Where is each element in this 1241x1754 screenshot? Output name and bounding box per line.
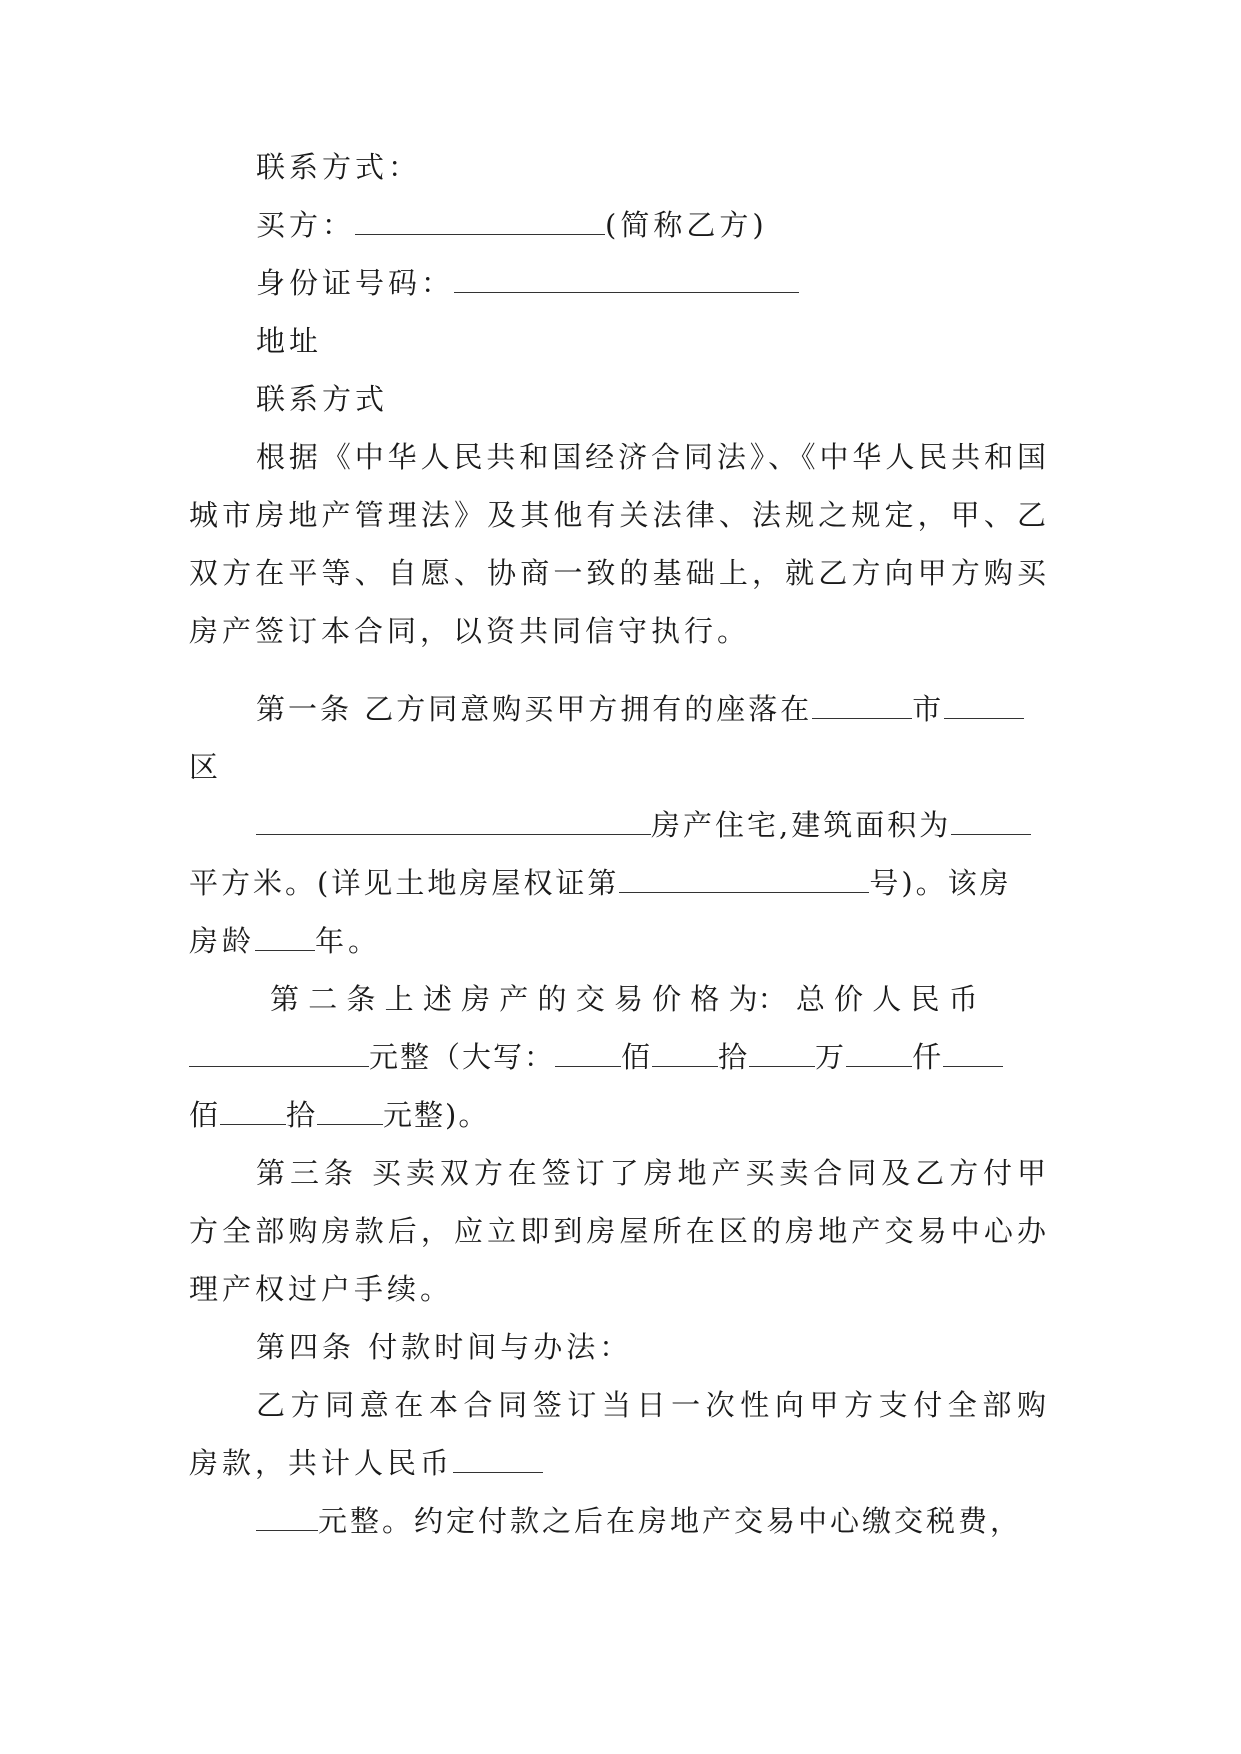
total-price-blank xyxy=(189,1065,369,1067)
buyer-contact-label: 联系方式 xyxy=(256,382,389,416)
buyer-label: 买方： xyxy=(256,208,356,242)
id-line xyxy=(256,263,799,303)
preamble-line-1: 根据《中华人民共和国经济合同法》、《中华人民共和国 xyxy=(256,440,1046,474)
article3-line2: 方全部购房款后，应立即到房屋所在区的房地产交易中心办 xyxy=(189,1214,1046,1248)
article2-line3: 佰 拾 元整)。 xyxy=(189,1098,490,1132)
city-blank xyxy=(812,717,912,719)
buyer-note: (简称乙方) xyxy=(605,208,768,242)
preamble-line-3: 双方在平等、自愿、协商一致的基础上，就乙方向甲方购买 xyxy=(189,556,1046,590)
buyer-line xyxy=(256,205,768,245)
preamble-line-2: 城市房地产管理法》及其他有关法律、法规之规定，甲、乙 xyxy=(189,498,1046,532)
article3-line1: 第三条 买卖双方在签订了房地产买卖合同及乙方付甲 xyxy=(256,1156,1046,1190)
article4-line2: 房款，共计人民币 xyxy=(189,1443,543,1483)
article2-line1: 第 二 条 上 述 房 产 的 交 易 价 格 为： 总 价 人 民 币 xyxy=(270,982,978,1016)
certificate-number-blank xyxy=(619,891,869,893)
article4-line1: 乙方同意在本合同签订当日一次性向甲方支付全部购 xyxy=(256,1388,1046,1422)
price-blank-ten-million xyxy=(652,1065,718,1067)
property-address-blank xyxy=(256,833,651,835)
house-age-blank xyxy=(255,949,315,951)
payment-amount-blank-2 xyxy=(256,1529,318,1531)
article2-line2: 元整（大写： 佰 拾 万 仟 xyxy=(189,1037,1003,1077)
article1-line4: 平方米。(详见土地房屋权证第 号)。该房 xyxy=(189,866,1012,900)
seller-contact-label: 联系方式： xyxy=(256,150,422,184)
price-blank-ten-thousand xyxy=(749,1065,815,1067)
id-label: 身份证号码： xyxy=(256,266,455,300)
payment-amount-blank xyxy=(453,1471,543,1473)
address-label: 地址 xyxy=(256,324,323,358)
price-blank-hundred xyxy=(220,1123,286,1125)
price-blank-ten xyxy=(317,1123,383,1125)
article1-line1: 第一条 乙方同意购买甲方拥有的座落在 市 xyxy=(256,689,1024,729)
preamble-line-4: 房产签订本合同，以资共同信守执行。 xyxy=(189,614,751,648)
price-blank-hundred-lead xyxy=(943,1065,1003,1067)
article1-line3: 房产住宅,建筑面积为 xyxy=(256,805,1031,845)
price-blank-hundred-million xyxy=(555,1065,621,1067)
article3-line3: 理产权过户手续。 xyxy=(189,1272,454,1306)
district-blank xyxy=(944,717,1024,719)
area-blank xyxy=(951,833,1031,835)
article1-line5: 房龄 年。 xyxy=(189,924,382,958)
article4-title: 第四条 付款时间与办法： xyxy=(256,1330,633,1364)
article4-line3: 元整。约定付款之后在房地产交易中心缴交税费， xyxy=(256,1501,1022,1541)
id-number-blank xyxy=(454,291,799,293)
article1-line2: 区 xyxy=(189,750,223,784)
price-blank-thousand xyxy=(846,1065,912,1067)
buyer-name-blank xyxy=(355,233,605,235)
